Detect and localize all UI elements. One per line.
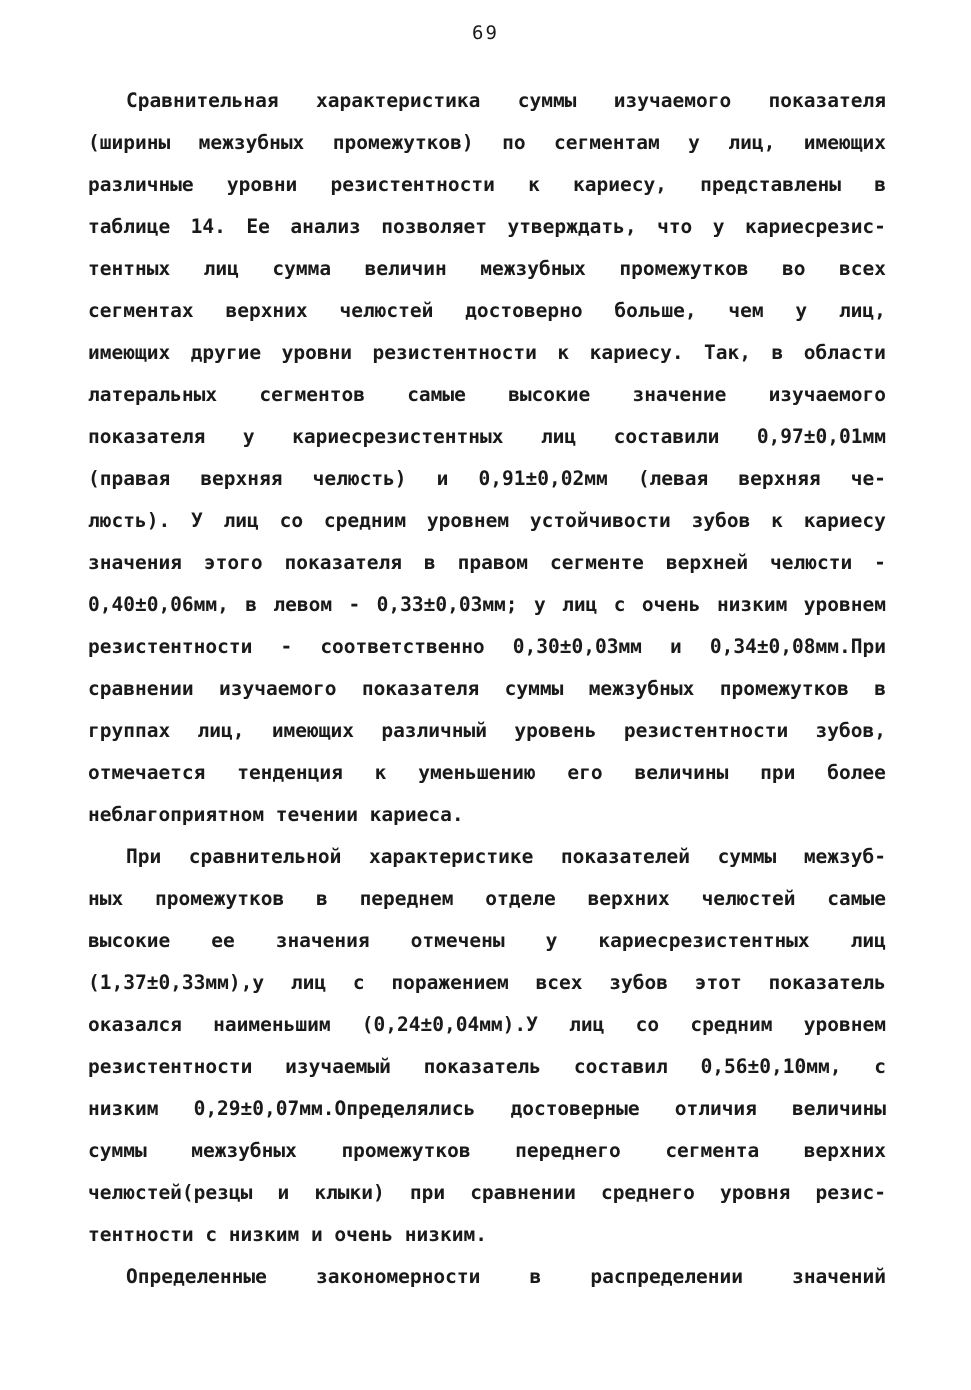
text-line: (правая верхняя челюсть) и 0,91±0,02мм (левая верхняя че- [88, 467, 886, 490]
text-line: группах лиц, имеющих различный уровень резистентности зубов, [88, 719, 886, 742]
text-line: тентности с низким и очень низким. [88, 1223, 487, 1246]
text-line: таблице 14. Ее анализ позволяет утверждать, что у кариесрезис- [88, 215, 886, 238]
text-line: ных промежутков в переднем отделе верхних челюстей самые [88, 887, 886, 910]
text-line: Определенные закономерности в распределении значений [126, 1265, 886, 1288]
text-line: значения этого показателя в правом сегменте верхней челюсти - [88, 551, 886, 574]
text-line: сравнении изучаемого показателя суммы межзубных промежутков в [88, 677, 886, 700]
text-line: При сравнительной характеристике показателей суммы межзуб- [126, 845, 886, 868]
text-line: резистентности изучаемый показатель составил 0,56±0,10мм, с [88, 1055, 886, 1078]
page-number: 69 [472, 22, 499, 44]
text-line: люсть). У лиц со средним уровнем устойчивости зубов к кариесу [88, 509, 886, 532]
text-line: высокие ее значения отмечены у кариесрезистентных лиц [88, 929, 886, 952]
text-line: Сравнительная характеристика суммы изучаемого показателя [126, 89, 886, 112]
text-line: тентных лиц сумма величин межзубных промежутков во всех [88, 257, 886, 280]
text-line: оказался наименьшим (0,24±0,04мм).У лиц со средним уровнем [88, 1013, 886, 1036]
text-line: различные уровни резистентности к кариесу, представлены в [88, 173, 886, 196]
text-line: латеральных сегментов самые высокие значение изучаемого [88, 383, 886, 406]
text-line: 0,40±0,06мм, в левом - 0,33±0,03мм; у лиц с очень низким уровнем [88, 593, 886, 616]
text-line: (ширины межзубных промежутков) по сегментам у лиц, имеющих [88, 131, 886, 154]
text-line: отмечается тенденция к уменьшению его величины при более [88, 761, 886, 784]
text-line: показателя у кариесрезистентных лиц составили 0,97±0,01мм [88, 425, 886, 448]
text-line: челюстей(резцы и клыки) при сравнении среднего уровня резис- [88, 1181, 886, 1204]
text-line: суммы межзубных промежутков переднего сегмента верхних [88, 1139, 886, 1162]
body-text [88, 80, 886, 1298]
text-line: неблагоприятном течении кариеса. [88, 803, 464, 826]
text-line: сегментах верхних челюстей достоверно больше, чем у лиц, [88, 299, 886, 322]
text-line: (1,37±0,33мм),у лиц с поражением всех зубов этот показатель [88, 971, 886, 994]
text-line: резистентности - соответственно 0,30±0,03мм и 0,34±0,08мм.При [88, 635, 886, 658]
text-line: имеющих другие уровни резистентности к кариесу. Так, в области [88, 341, 886, 364]
text-line: низким 0,29±0,07мм.Определялись достоверные отличия величины [88, 1097, 886, 1120]
